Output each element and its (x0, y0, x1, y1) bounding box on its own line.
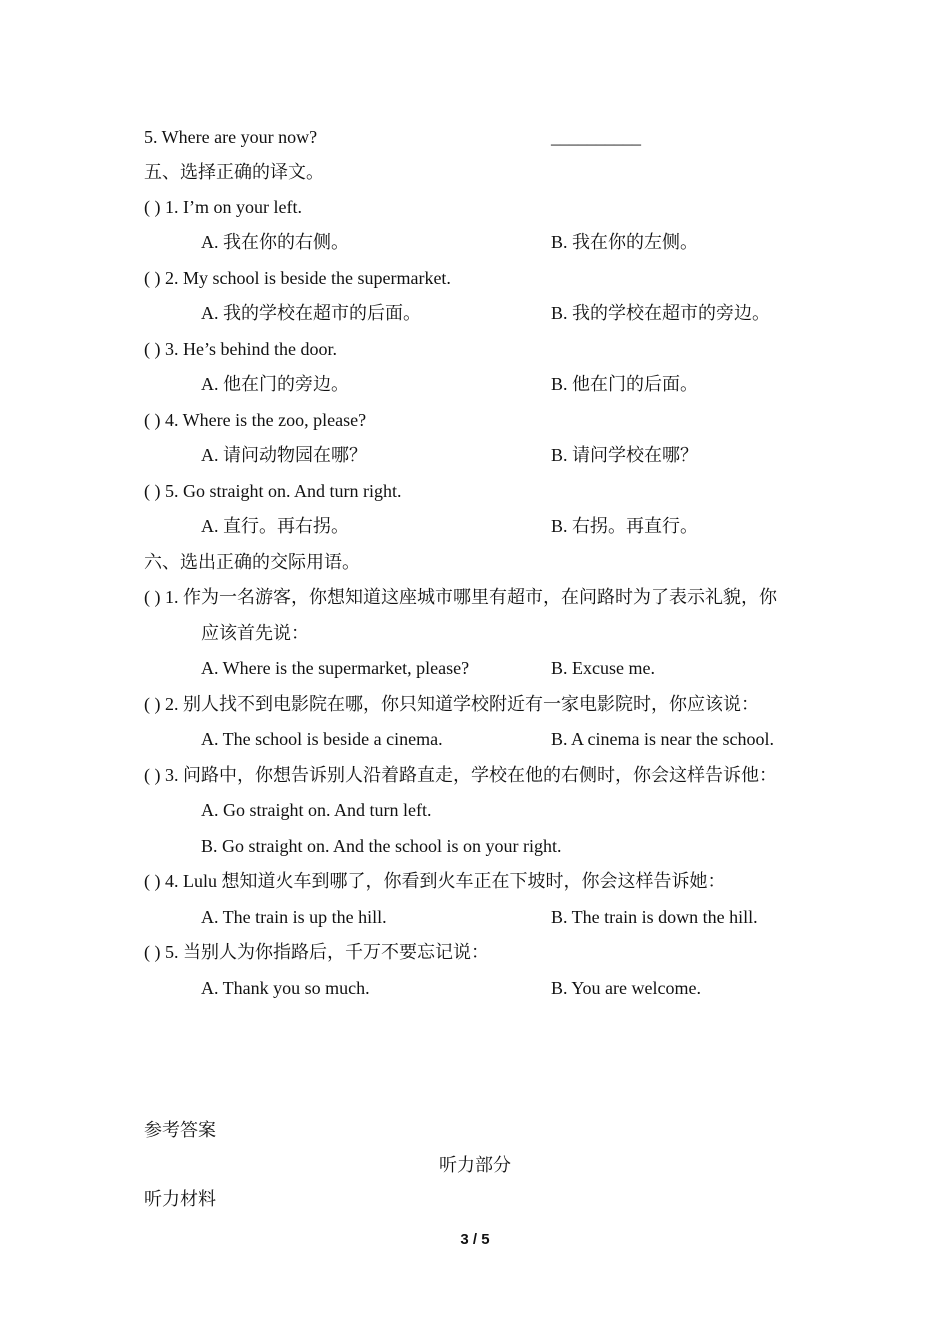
page-number: 3 / 5 (460, 1231, 490, 1248)
section-title: 六、选出正确的交际用语。 (144, 552, 360, 572)
option-b: B. 他在门的后面。 (551, 374, 699, 394)
question-text: ( ) 5. 当别人为你指路后，千万不要忘记说： (144, 942, 489, 962)
question-text: ( ) 2. 别人找不到电影院在哪，你只知道学校附近有一家电影院时，你应该说： (144, 694, 759, 714)
listening-material-heading: 听力材料 (144, 1189, 216, 1209)
option-b: B. 我在你的左侧。 (551, 232, 699, 252)
option-b: B. 我的学校在超市的旁边。 (551, 303, 771, 323)
answer-blank[interactable]: __________ (551, 127, 641, 147)
question-text: ( ) 1. I’m on your left. (144, 197, 302, 217)
option-a: A. 直行。再右拐。 (201, 516, 349, 536)
option-a: A. The school is beside a cinema. (201, 729, 443, 749)
question-text: ( ) 5. Go straight on. And turn right. (144, 481, 402, 501)
option-b: B. A cinema is near the school. (551, 729, 774, 749)
question-text: ( ) 2. My school is beside the supermarket. (144, 268, 451, 288)
option-a: A. 他在门的旁边。 (201, 374, 349, 394)
option-b: B. You are welcome. (551, 978, 701, 998)
question-text: ( ) 1. 作为一名游客，你想知道这座城市哪里有超市，在问路时为了表示礼貌，你 (144, 587, 777, 607)
question-text: ( ) 4. Where is the zoo, please? (144, 410, 367, 430)
option-b: B. The train is down the hill. (551, 907, 758, 927)
question-text: ( ) 3. 问路中，你想告诉别人沿着路直走，学校在他的右侧时，你会这样告诉他： (144, 765, 777, 785)
question-5-text: 5. Where are your now? (144, 127, 318, 147)
option-a: A. 我的学校在超市的后面。 (201, 303, 421, 323)
option-a: A. The train is up the hill. (201, 907, 387, 927)
question-text: ( ) 3. He’s behind the door. (144, 339, 337, 359)
answers-heading: 参考答案 (144, 1120, 216, 1140)
option-b: B. 右拐。再直行。 (551, 516, 699, 536)
listening-part-heading: 听力部分 (439, 1155, 511, 1175)
section-title: 五、选择正确的译文。 (144, 162, 324, 182)
option-b: B. Excuse me. (551, 658, 655, 678)
question-text: ( ) 4. Lulu 想知道火车到哪了，你看到火车正在下坡时，你会这样告诉她： (144, 871, 726, 891)
option-a: A. Go straight on. And turn left. (201, 800, 432, 820)
option-a: A. 请问动物园在哪？ (201, 445, 367, 465)
option-b: B. Go straight on. And the school is on your right. (201, 836, 562, 856)
option-a: A. Thank you so much. (201, 978, 370, 998)
option-b: B. 请问学校在哪？ (551, 445, 699, 465)
option-a: A. Where is the supermarket, please? (201, 658, 470, 678)
option-a: A. 我在你的右侧。 (201, 232, 349, 252)
question-text-continued: 应该首先说： (201, 623, 309, 643)
